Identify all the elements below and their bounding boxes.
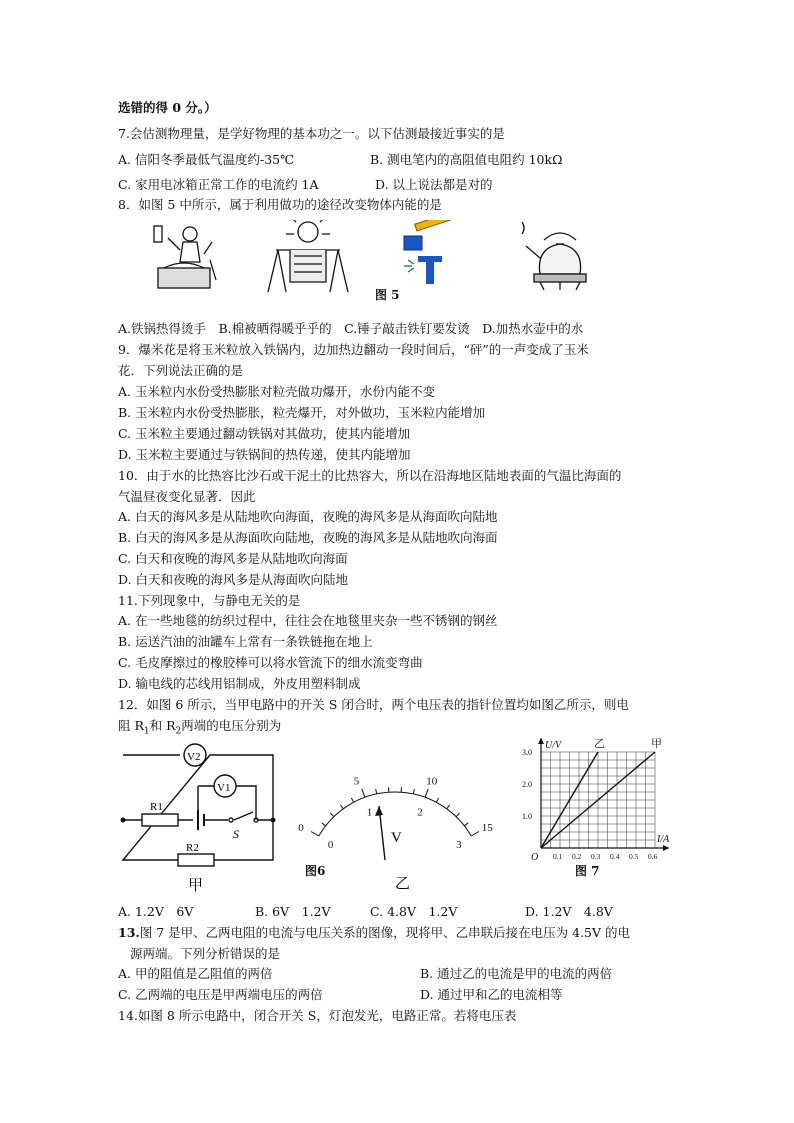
meter-tick — [340, 805, 343, 809]
meter-tick — [413, 789, 414, 794]
resistor-r2-symbol — [178, 854, 214, 866]
v2-label: V2 — [187, 751, 201, 763]
q10-option-b: B. 白天的海风多是从海面吹向陆地，夜晚的海风多是从陆地吹向海面 — [118, 530, 498, 545]
meter-tick — [311, 832, 319, 837]
figure-5-caption: 图 5 — [375, 288, 400, 302]
x-tick-label: 0.1 — [553, 852, 563, 861]
q12-option-a: A. 1.2V 6V — [118, 904, 194, 919]
q9-option-a: A. 玉米粒内水份受热膨胀对粒壳做功爆开，水份内能不变 — [118, 384, 435, 399]
r1-label: R1 — [150, 801, 163, 813]
question-13-line2: 源两端。下列分析错误的是 — [130, 946, 281, 961]
r2-label: R2 — [186, 842, 199, 854]
q13-option-c: C. 乙两端的电压是甲两端电压的两倍 — [118, 987, 323, 1002]
q11-option-b: B. 运送汽油的油罐车上常有一条铁链拖在地上 — [118, 634, 373, 649]
q13-option-d: D. 通过甲和乙的电流相等 — [420, 987, 563, 1002]
q9-option-d: D. 玉米粒主要通过与铁锅间的热传递，使其内能增加 — [118, 447, 411, 462]
meter-bottom-tick-label: 0 — [327, 839, 334, 851]
q7-option-b: B. 测电笔内的高阻值电阻约 10kΩ — [370, 152, 563, 167]
circuit-diagram — [118, 740, 283, 895]
q13-option-a: A. 甲的阻值是乙阻值的两倍 — [118, 966, 273, 981]
meter-tick — [436, 798, 438, 802]
meter-tick — [362, 789, 365, 797]
q10-option-d: D. 白天和夜晚的海风多是从海面吹向陆地 — [118, 572, 349, 587]
y-tick-label: 1.0 — [522, 812, 532, 821]
question-13-line1 — [118, 924, 630, 942]
q11-option-a: A. 在一些地毯的纺织过程中，往往会在地毯里夹杂一些不锈钢的钢丝 — [118, 613, 498, 628]
q12-text-mid: 和 R — [149, 718, 176, 733]
y-tick-label: 2.0 — [522, 780, 532, 789]
q7-option-c: C. 家用电冰箱正常工作的电流约 1A — [118, 177, 319, 192]
meter-tick — [471, 832, 479, 837]
q9-option-c: C. 玉米粒主要通过翻动铁锅对其做功，使其内能增加 — [118, 426, 411, 441]
meter-unit: V — [391, 830, 402, 846]
series-label: 乙 — [594, 738, 605, 750]
question-10-line1: 10．由于水的比热容比沙石或干泥土的比热容大，所以在沿海地区陆地表面的气温比海面的 — [118, 468, 622, 483]
meter-tick — [330, 813, 333, 817]
q7-option-a: A. 信阳冬季最低气温度约-35℃ — [118, 152, 295, 167]
previous-section-tail: 选错的得 0 分。） — [118, 100, 217, 115]
q12-sub-1: 1 — [143, 726, 150, 737]
x-tick-label: 0.5 — [629, 852, 639, 861]
meter-tick — [322, 823, 326, 826]
circuit-label-jia: 甲 — [188, 878, 204, 894]
question-10-line2: 气温昼夜变化显著．因此 — [118, 489, 256, 504]
v1-label: V1 — [217, 782, 231, 794]
meter-tick — [351, 798, 353, 802]
question-11: 11.下列现象中，与静电无关的是 — [118, 593, 301, 608]
kettle-illustration — [522, 222, 586, 290]
question-12-line2 — [118, 717, 281, 741]
meter-tick — [456, 813, 459, 817]
meter-bottom-tick-label: 1 — [366, 806, 373, 819]
x-tick-label: 0.3 — [591, 852, 601, 861]
question-9-line1: 9．爆米花是将玉米粒放入铁锅内，边加热边翻动一段时间后，“砰”的一声变成了玉米 — [118, 342, 589, 357]
x-tick-label: 0.2 — [572, 852, 582, 861]
q8-options: A.铁锅热得烫手 B.棉被晒得暖乎乎的 C.锤子敲击铁钉要发烫 D.加热水壶中的水 — [118, 321, 584, 336]
series-label: 甲 — [651, 738, 662, 750]
x-axis-arrow — [663, 845, 669, 851]
q13-text: 图 7 是甲、乙两电阻的电流与电压关系的图像，现将甲、乙串联后接在电压为 4.5V 的电 — [139, 925, 631, 940]
meter-top-tick-label: 0 — [298, 822, 304, 834]
question-8: 8．如图 5 中所示，属于利用做功的途径改变物体内能的是 — [118, 197, 442, 212]
q11-option-d: D. 输电线的芯线用铝制成，外皮用塑料制成 — [118, 676, 361, 691]
question-12-line1: 12．如图 6 所示，当甲电路中的开关 S 闭合时，两个电压表的指针位置均如图乙所示，则电 — [118, 697, 629, 712]
q9-option-b: B. 玉米粒内水份受热膨胀，粒壳爆开，对外做功，玉米粒内能增加 — [118, 405, 486, 420]
q7-option-d: D. 以上说法都是对的 — [375, 177, 493, 192]
x-axis-label: I/A — [657, 834, 670, 845]
quilt-drying-illustration — [268, 220, 348, 292]
q12-text-post: 两端的电压分别为 — [181, 718, 282, 733]
resistor-r1-symbol — [142, 814, 178, 826]
q12-option-c: C. 4.8V 1.2V — [370, 904, 458, 919]
question-14: 14.如图 8 所示电路中，闭合开关 S，灯泡发光，电路正常。若将电压表 — [118, 1008, 517, 1023]
hammer-nail-illustration — [404, 220, 478, 284]
q12-option-d: D. 1.2V 4.8V — [525, 904, 613, 919]
x-tick-label: 0.6 — [648, 852, 658, 861]
y-axis-arrow — [538, 738, 544, 744]
figure-7-caption: 图 7 — [575, 864, 600, 878]
meter-tick — [376, 789, 377, 794]
q13-option-b: B. 通过乙的电流是甲的电流的两倍 — [420, 966, 613, 981]
q13-number: 13. — [118, 925, 140, 940]
q12-text-pre: 阻 R — [118, 718, 144, 733]
origin-label: O — [531, 852, 539, 863]
meter-tick — [447, 805, 450, 809]
q10-option-a: A. 白天的海风多是从陆地吹向海面，夜晚的海风多是从海面吹向陆地 — [118, 509, 498, 524]
q12-option-b: B. 6V 1.2V — [255, 904, 331, 919]
meter-label-yi: 乙 — [395, 876, 411, 892]
meter-top-tick-label: 5 — [353, 775, 360, 788]
figure-7-chart — [515, 730, 675, 870]
meter-top-tick-label: 10 — [426, 775, 438, 788]
y-axis-label: U/V — [545, 740, 562, 751]
question-7: 7.会估测物理量，是学好物理的基本功之一。以下估测最接近事实的是 — [118, 126, 505, 141]
q11-option-c: C. 毛皮摩擦过的橡胶棒可以将水管流下的细水流变弯曲 — [118, 655, 423, 670]
x-tick-label: 0.4 — [610, 852, 620, 861]
cooking-pot-illustration — [154, 226, 216, 288]
meter-top-tick-label: 15 — [481, 822, 493, 834]
meter-bottom-tick-label: 2 — [417, 806, 423, 819]
q10-option-c: C. 白天和夜晚的海风多是从陆地吹向海面 — [118, 551, 348, 566]
figure-6-caption: 图6 — [305, 864, 326, 878]
q12-sub-2: 2 — [175, 726, 182, 737]
meter-tick — [425, 789, 428, 797]
meter-bottom-tick-label: 3 — [456, 839, 462, 851]
switch-label: S — [233, 827, 239, 841]
meter-tick — [464, 823, 468, 826]
y-tick-label: 3.0 — [522, 748, 532, 757]
question-9-line2: 花．下列说法正确的是 — [118, 363, 244, 378]
